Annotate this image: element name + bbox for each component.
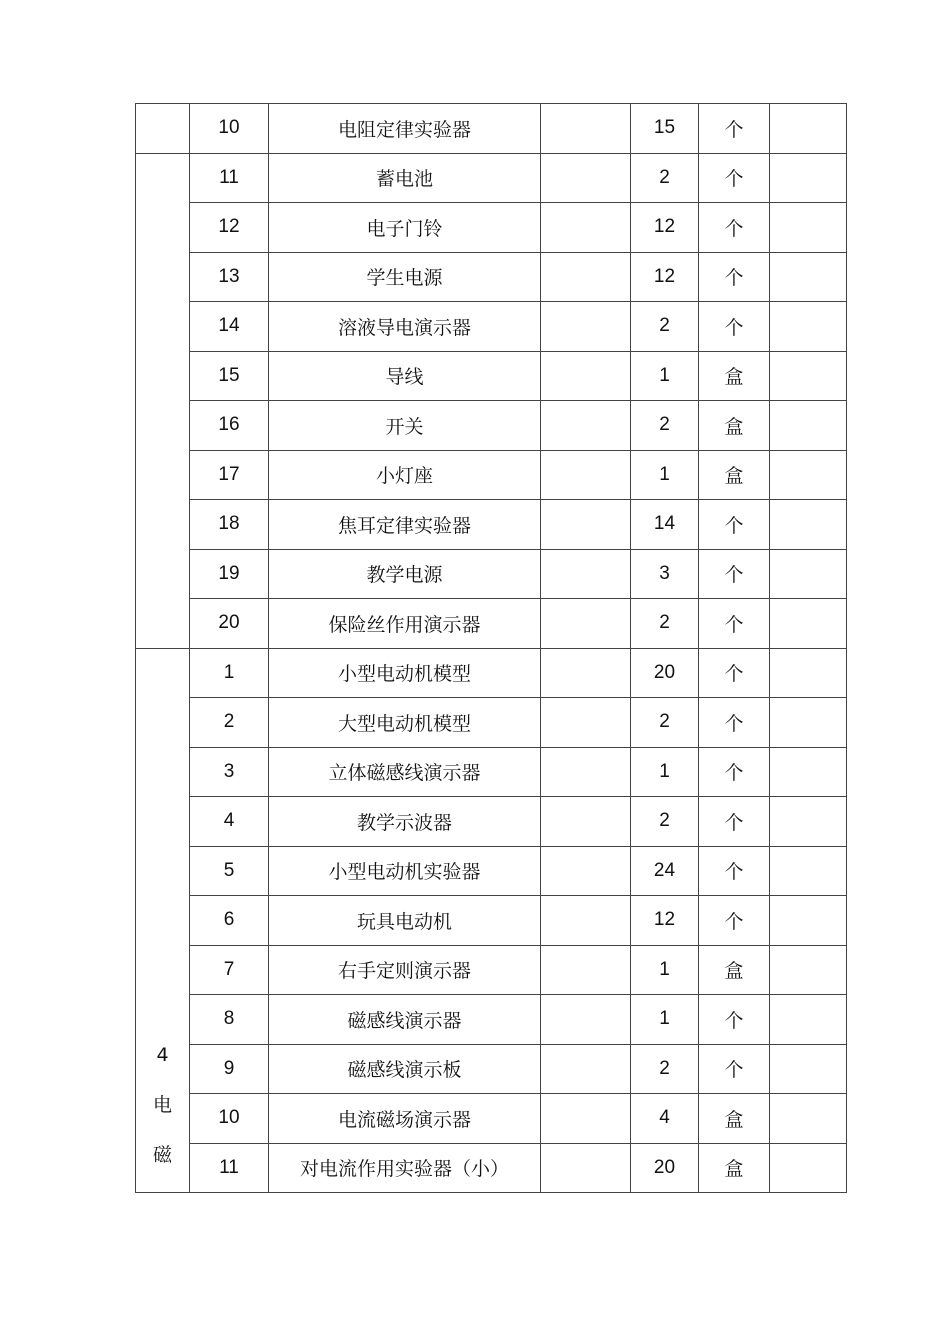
group-category-char: 磁 <box>152 1144 172 1166</box>
item-note-cell <box>770 797 847 847</box>
item-spec-cell <box>541 252 631 302</box>
item-number-cell: 7 <box>190 945 269 995</box>
item-note-cell <box>770 698 847 748</box>
item-name-cell: 学生电源 <box>269 252 541 302</box>
item-unit-cell: 个 <box>699 698 770 748</box>
item-note-cell <box>770 648 847 698</box>
table-body <box>136 104 847 1193</box>
item-quantity-cell: 15 <box>631 104 699 154</box>
item-number-cell: 17 <box>190 450 269 500</box>
item-quantity-cell: 2 <box>631 1044 699 1094</box>
item-quantity-cell: 12 <box>631 252 699 302</box>
item-spec-cell <box>541 846 631 896</box>
table-row <box>136 500 847 550</box>
item-note-cell <box>770 450 847 500</box>
table-row <box>136 450 847 500</box>
table-row <box>136 252 847 302</box>
item-number-cell: 12 <box>190 203 269 253</box>
group-category-label <box>136 636 189 648</box>
item-quantity-cell: 24 <box>631 846 699 896</box>
item-spec-cell <box>541 203 631 253</box>
item-spec-cell <box>541 896 631 946</box>
group-category-label <box>136 1030 189 1192</box>
table-row <box>136 401 847 451</box>
item-note-cell <box>770 302 847 352</box>
group-category-cell <box>136 104 190 154</box>
table-row <box>136 104 847 154</box>
item-spec-cell <box>541 648 631 698</box>
group-category-char: 电 <box>152 1094 172 1116</box>
item-quantity-cell: 3 <box>631 549 699 599</box>
table-row <box>136 1143 847 1193</box>
item-name-cell: 蓄电池 <box>269 153 541 203</box>
item-unit-cell: 盒 <box>699 450 770 500</box>
item-unit-cell: 盒 <box>699 351 770 401</box>
item-number-cell: 19 <box>190 549 269 599</box>
item-number-cell: 16 <box>190 401 269 451</box>
item-spec-cell <box>541 1044 631 1094</box>
table-row <box>136 648 847 698</box>
item-note-cell <box>770 549 847 599</box>
item-name-cell: 溶液导电演示器 <box>269 302 541 352</box>
item-spec-cell <box>541 599 631 649</box>
item-unit-cell: 个 <box>699 797 770 847</box>
item-unit-cell: 个 <box>699 252 770 302</box>
table-row <box>136 599 847 649</box>
item-note-cell <box>770 203 847 253</box>
item-quantity-cell: 2 <box>631 797 699 847</box>
item-quantity-cell: 2 <box>631 153 699 203</box>
item-number-cell: 11 <box>190 153 269 203</box>
item-quantity-cell: 1 <box>631 945 699 995</box>
item-name-cell: 小灯座 <box>269 450 541 500</box>
item-unit-cell: 个 <box>699 648 770 698</box>
item-spec-cell <box>541 500 631 550</box>
item-unit-cell: 个 <box>699 846 770 896</box>
item-spec-cell <box>541 1143 631 1193</box>
item-unit-cell: 个 <box>699 153 770 203</box>
item-note-cell <box>770 401 847 451</box>
item-quantity-cell: 1 <box>631 747 699 797</box>
item-name-cell: 右手定则演示器 <box>269 945 541 995</box>
item-name-cell: 小型电动机模型 <box>269 648 541 698</box>
group-category-cell <box>136 153 190 648</box>
item-spec-cell <box>541 995 631 1045</box>
item-name-cell: 焦耳定律实验器 <box>269 500 541 550</box>
item-unit-cell: 个 <box>699 995 770 1045</box>
item-quantity-cell: 1 <box>631 995 699 1045</box>
item-unit-cell: 个 <box>699 302 770 352</box>
item-spec-cell <box>541 401 631 451</box>
table-row <box>136 351 847 401</box>
item-note-cell <box>770 252 847 302</box>
table-row <box>136 896 847 946</box>
item-name-cell: 教学电源 <box>269 549 541 599</box>
item-number-cell: 9 <box>190 1044 269 1094</box>
item-name-cell: 电子门铃 <box>269 203 541 253</box>
item-name-cell: 电流磁场演示器 <box>269 1094 541 1144</box>
item-quantity-cell: 4 <box>631 1094 699 1144</box>
item-name-cell: 磁感线演示器 <box>269 995 541 1045</box>
item-number-cell: 11 <box>190 1143 269 1193</box>
item-quantity-cell: 2 <box>631 401 699 451</box>
item-note-cell <box>770 153 847 203</box>
table-row <box>136 302 847 352</box>
table-row <box>136 1044 847 1094</box>
table-row <box>136 797 847 847</box>
item-number-cell: 5 <box>190 846 269 896</box>
item-quantity-cell: 20 <box>631 648 699 698</box>
item-spec-cell <box>541 747 631 797</box>
item-spec-cell <box>541 698 631 748</box>
item-quantity-cell: 2 <box>631 302 699 352</box>
item-note-cell <box>770 995 847 1045</box>
item-unit-cell: 个 <box>699 896 770 946</box>
item-quantity-cell: 20 <box>631 1143 699 1193</box>
table-row <box>136 995 847 1045</box>
table-row <box>136 153 847 203</box>
item-unit-cell: 个 <box>699 747 770 797</box>
item-number-cell: 15 <box>190 351 269 401</box>
item-number-cell: 18 <box>190 500 269 550</box>
item-number-cell: 2 <box>190 698 269 748</box>
item-number-cell: 3 <box>190 747 269 797</box>
group-category-char: 4 <box>156 1044 169 1066</box>
item-quantity-cell: 14 <box>631 500 699 550</box>
table-row <box>136 1094 847 1144</box>
item-number-cell: 6 <box>190 896 269 946</box>
item-number-cell: 13 <box>190 252 269 302</box>
item-spec-cell <box>541 302 631 352</box>
item-quantity-cell: 1 <box>631 351 699 401</box>
item-spec-cell <box>541 1094 631 1144</box>
item-name-cell: 开关 <box>269 401 541 451</box>
item-spec-cell <box>541 153 631 203</box>
item-name-cell: 立体磁感线演示器 <box>269 747 541 797</box>
table-row <box>136 203 847 253</box>
item-number-cell: 20 <box>190 599 269 649</box>
item-note-cell <box>770 896 847 946</box>
item-quantity-cell: 2 <box>631 698 699 748</box>
item-name-cell: 导线 <box>269 351 541 401</box>
item-spec-cell <box>541 104 631 154</box>
item-quantity-cell: 1 <box>631 450 699 500</box>
item-note-cell <box>770 104 847 154</box>
item-quantity-cell: 12 <box>631 203 699 253</box>
table-row <box>136 945 847 995</box>
item-note-cell <box>770 945 847 995</box>
item-spec-cell <box>541 351 631 401</box>
item-name-cell: 电阻定律实验器 <box>269 104 541 154</box>
item-quantity-cell: 2 <box>631 599 699 649</box>
item-name-cell: 小型电动机实验器 <box>269 846 541 896</box>
item-unit-cell: 个 <box>699 104 770 154</box>
item-unit-cell: 个 <box>699 500 770 550</box>
item-name-cell: 对电流作用实验器（小） <box>269 1143 541 1193</box>
item-unit-cell: 盒 <box>699 401 770 451</box>
group-category-cell <box>136 648 190 1193</box>
item-spec-cell <box>541 549 631 599</box>
item-spec-cell <box>541 450 631 500</box>
item-unit-cell: 个 <box>699 599 770 649</box>
table-row <box>136 747 847 797</box>
item-unit-cell: 盒 <box>699 945 770 995</box>
table-row <box>136 549 847 599</box>
item-name-cell: 大型电动机模型 <box>269 698 541 748</box>
item-number-cell: 8 <box>190 995 269 1045</box>
item-name-cell: 保险丝作用演示器 <box>269 599 541 649</box>
item-name-cell: 玩具电动机 <box>269 896 541 946</box>
item-note-cell <box>770 351 847 401</box>
item-note-cell <box>770 846 847 896</box>
table-row <box>136 698 847 748</box>
item-unit-cell: 个 <box>699 549 770 599</box>
table-row <box>136 846 847 896</box>
item-note-cell <box>770 1143 847 1193</box>
item-note-cell <box>770 1044 847 1094</box>
item-unit-cell: 盒 <box>699 1143 770 1193</box>
equipment-table <box>135 103 847 1193</box>
item-number-cell: 14 <box>190 302 269 352</box>
item-unit-cell: 盒 <box>699 1094 770 1144</box>
item-note-cell <box>770 1094 847 1144</box>
item-unit-cell: 个 <box>699 1044 770 1094</box>
item-name-cell: 教学示波器 <box>269 797 541 847</box>
item-note-cell <box>770 500 847 550</box>
item-number-cell: 10 <box>190 104 269 154</box>
item-number-cell: 10 <box>190 1094 269 1144</box>
item-spec-cell <box>541 797 631 847</box>
item-unit-cell: 个 <box>699 203 770 253</box>
item-number-cell: 4 <box>190 797 269 847</box>
group-category-label <box>136 141 189 153</box>
item-number-cell: 1 <box>190 648 269 698</box>
item-name-cell: 磁感线演示板 <box>269 1044 541 1094</box>
item-note-cell <box>770 747 847 797</box>
item-quantity-cell: 12 <box>631 896 699 946</box>
item-spec-cell <box>541 945 631 995</box>
item-note-cell <box>770 599 847 649</box>
